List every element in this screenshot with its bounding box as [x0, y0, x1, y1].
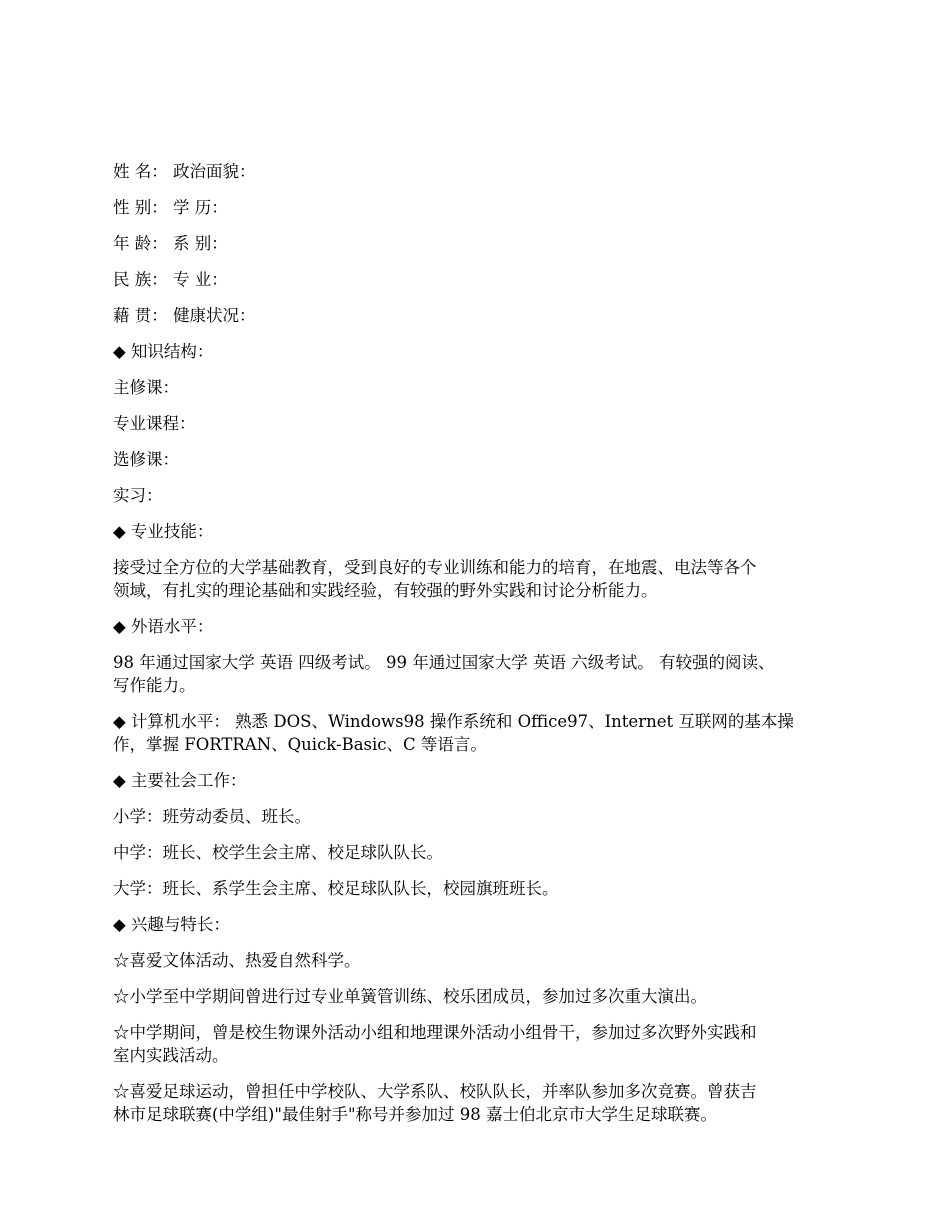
ethnicity-major-row: 民 族： 专 业： [113, 270, 228, 289]
major-courses-label: 主修课： [113, 378, 179, 397]
knowledge-heading: ◆ 知识结构： [113, 342, 214, 361]
language-heading: ◆ 外语水平： [113, 617, 214, 636]
social-work-university: 大学：班长、系学生会主席、校足球队队长，校园旗班班长。 [113, 879, 559, 898]
language-paragraph [113, 651, 843, 697]
social-work-primary: 小学：班劳动委员、班长。 [113, 807, 311, 826]
computer-line-1: ◆ 计算机水平： 熟悉 DOS、Windows98 操作系统和 Office97、Internet 互联网的基本操 [113, 712, 794, 731]
interest-item-3-line-2: 室内实践活动。 [113, 1046, 229, 1065]
electives-label: 选修课： [113, 450, 179, 469]
interest-item-3 [113, 1021, 843, 1067]
language-line-1: 98 年通过国家大学 英语 四级考试。 99 年通过国家大学 英语 六级考试。 有较强的阅读、 [113, 653, 775, 672]
social-work-middle: 中学：班长、校学生会主席、校足球队队长。 [113, 843, 443, 862]
skills-heading: ◆ 专业技能： [113, 522, 214, 541]
skills-paragraph [113, 556, 843, 602]
hometown-health-row: 藉 贯： 健康状况： [113, 306, 256, 325]
interests-heading: ◆ 兴趣与特长： [113, 915, 230, 934]
name-party-row: 姓 名： 政治面貌： [113, 162, 256, 181]
specialty-courses-label: 专业课程： [113, 414, 196, 433]
interest-item-4-line-2: 林市足球联赛(中学组)"最佳射手"称号并参加过 98 嘉士伯北京市大学生足球联赛。 [113, 1105, 718, 1124]
interest-item-3-line-1: ☆中学期间，曾是校生物课外活动小组和地理课外活动小组骨干，参加过多次野外实践和 [113, 1023, 757, 1042]
age-department-row: 年 龄： 系 别： [113, 234, 228, 253]
resume-document [113, 160, 843, 1139]
skills-line-2: 领域，有扎实的理论基础和实践经验，有较强的野外实践和讨论分析能力。 [113, 581, 658, 600]
interest-item-1: ☆喜爱文体活动、热爱自然科学。 [113, 951, 361, 970]
interest-item-4-line-1: ☆喜爱足球运动，曾担任中学校队、大学系队、校队队长，并率队参加多次竞赛。曾获吉 [113, 1082, 757, 1101]
gender-education-row: 性 别： 学 历： [113, 198, 228, 217]
skills-line-1: 接受过全方位的大学基础教育，受到良好的专业训练和能力的培育，在地震、电法等各个 [113, 558, 757, 577]
interest-item-4 [113, 1080, 843, 1126]
social-work-heading: ◆ 主要社会工作： [113, 771, 247, 790]
internship-label: 实习： [113, 486, 163, 505]
language-line-2: 写作能力。 [113, 676, 196, 695]
computer-line-2: 作，掌握 FORTRAN、Quick-Basic、C 等语言。 [113, 735, 487, 754]
computer-paragraph [113, 710, 843, 756]
interest-item-2: ☆小学至中学期间曾进行过专业单簧管训练、校乐团成员，参加过多次重大演出。 [113, 987, 707, 1006]
